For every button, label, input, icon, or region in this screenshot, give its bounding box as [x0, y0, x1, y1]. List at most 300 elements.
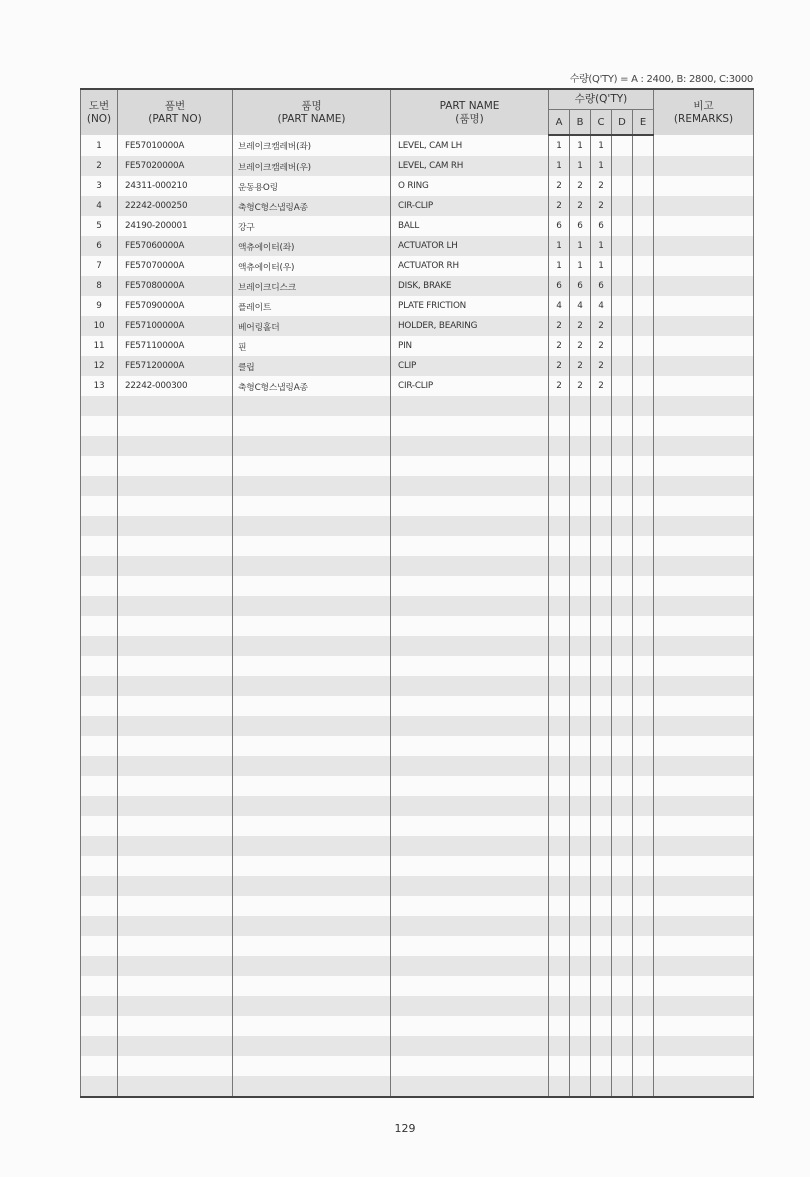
table-row: [81, 356, 754, 376]
cell-c: 2: [591, 336, 612, 356]
cell-b: [570, 576, 591, 596]
cell-name-en: DISK, BRAKE: [391, 276, 549, 296]
cell-empty: [654, 956, 754, 976]
cell-name-en: [391, 516, 549, 536]
header-qty: 수량(Q'TY): [549, 89, 654, 110]
empty-row: [81, 576, 754, 596]
cell-a: [549, 636, 570, 656]
cell-part-no: [118, 696, 233, 716]
cell-no: [81, 1036, 118, 1056]
cell-name-en: [391, 676, 549, 696]
empty-row: [81, 796, 754, 816]
cell-empty: [612, 336, 633, 356]
cell-no: [81, 596, 118, 616]
cell-name-kr: 축형C형스냅링A종: [233, 376, 391, 396]
cell-c: 4: [591, 296, 612, 316]
empty-row: [81, 516, 754, 536]
cell-b: [570, 676, 591, 696]
cell-part-no: [118, 796, 233, 816]
cell-no: 3: [81, 176, 118, 196]
cell-empty: [633, 316, 654, 336]
cell-empty: [612, 256, 633, 276]
cell-name-kr: [233, 916, 391, 936]
empty-row: [81, 1016, 754, 1036]
empty-row: [81, 536, 754, 556]
empty-row: [81, 916, 754, 936]
cell-name-kr: 브레이크디스크: [233, 276, 391, 296]
cell-no: [81, 936, 118, 956]
cell-no: [81, 876, 118, 896]
cell-empty: [633, 456, 654, 476]
cell-empty: [654, 616, 754, 636]
cell-b: [570, 516, 591, 536]
cell-part-no: 22242-000300: [118, 376, 233, 396]
empty-row: [81, 396, 754, 416]
cell-part-no: [118, 436, 233, 456]
header-qty-c: C: [591, 110, 612, 136]
cell-b: [570, 456, 591, 476]
cell-part-no: [118, 536, 233, 556]
cell-part-no: [118, 456, 233, 476]
header-part-no: 품번 (PART NO): [118, 89, 233, 135]
cell-empty: [654, 476, 754, 496]
parts-table: [80, 88, 754, 1098]
cell-empty: [654, 916, 754, 936]
cell-b: 1: [570, 236, 591, 256]
cell-empty: [654, 156, 754, 176]
table-row: [81, 196, 754, 216]
cell-a: 1: [549, 236, 570, 256]
cell-empty: [612, 596, 633, 616]
page-number: 129: [394, 1122, 416, 1135]
cell-c: 1: [591, 156, 612, 176]
cell-no: 7: [81, 256, 118, 276]
cell-empty: [633, 416, 654, 436]
cell-no: [81, 756, 118, 776]
empty-row: [81, 656, 754, 676]
cell-empty: [633, 236, 654, 256]
cell-part-no: [118, 596, 233, 616]
cell-part-no: [118, 896, 233, 916]
cell-c: [591, 676, 612, 696]
cell-part-no: [118, 556, 233, 576]
cell-a: [549, 896, 570, 916]
cell-part-no: [118, 936, 233, 956]
cell-name-kr: [233, 956, 391, 976]
cell-c: [591, 976, 612, 996]
cell-c: [591, 936, 612, 956]
cell-name-kr: [233, 696, 391, 716]
cell-empty: [654, 776, 754, 796]
cell-part-no: FE57090000A: [118, 296, 233, 316]
cell-part-no: [118, 636, 233, 656]
cell-name-kr: [233, 836, 391, 856]
cell-part-no: [118, 676, 233, 696]
cell-a: [549, 736, 570, 756]
cell-name-kr: [233, 656, 391, 676]
cell-name-kr: [233, 396, 391, 416]
empty-row: [81, 716, 754, 736]
table-row: [81, 256, 754, 276]
cell-a: [549, 936, 570, 956]
header-qty-a: A: [549, 110, 570, 136]
cell-empty: [612, 696, 633, 716]
cell-c: [591, 696, 612, 716]
cell-no: 1: [81, 135, 118, 156]
cell-no: 10: [81, 316, 118, 336]
cell-c: [591, 456, 612, 476]
cell-name-kr: 핀: [233, 336, 391, 356]
header-qty-e: E: [633, 110, 654, 136]
cell-b: [570, 436, 591, 456]
cell-c: [591, 856, 612, 876]
cell-empty: [654, 856, 754, 876]
cell-a: [549, 1076, 570, 1097]
cell-b: [570, 736, 591, 756]
cell-b: [570, 1056, 591, 1076]
cell-name-kr: 강구: [233, 216, 391, 236]
cell-a: 1: [549, 156, 570, 176]
cell-a: [549, 796, 570, 816]
cell-part-no: [118, 876, 233, 896]
cell-empty: [633, 816, 654, 836]
cell-a: [549, 496, 570, 516]
cell-a: [549, 516, 570, 536]
cell-b: [570, 816, 591, 836]
cell-empty: [654, 276, 754, 296]
cell-name-kr: [233, 436, 391, 456]
cell-empty: [654, 216, 754, 236]
cell-c: [591, 816, 612, 836]
cell-name-en: [391, 1076, 549, 1097]
cell-no: [81, 576, 118, 596]
cell-c: [591, 756, 612, 776]
cell-part-no: FE57120000A: [118, 356, 233, 376]
header-no: 도번 (NO): [81, 89, 118, 135]
cell-name-kr: 베어링홀더: [233, 316, 391, 336]
cell-empty: [654, 636, 754, 656]
cell-b: [570, 916, 591, 936]
empty-row: [81, 896, 754, 916]
cell-c: 2: [591, 176, 612, 196]
cell-name-kr: [233, 636, 391, 656]
cell-part-no: [118, 396, 233, 416]
table-row: [81, 216, 754, 236]
cell-a: [549, 1056, 570, 1076]
cell-no: [81, 396, 118, 416]
cell-empty: [612, 756, 633, 776]
cell-b: [570, 656, 591, 676]
cell-empty: [612, 736, 633, 756]
cell-empty: [654, 296, 754, 316]
cell-c: [591, 836, 612, 856]
cell-no: [81, 1076, 118, 1097]
cell-part-no: FE57070000A: [118, 256, 233, 276]
cell-c: [591, 496, 612, 516]
cell-part-no: [118, 496, 233, 516]
cell-name-en: [391, 536, 549, 556]
cell-empty: [654, 596, 754, 616]
cell-empty: [612, 296, 633, 316]
cell-b: 1: [570, 135, 591, 156]
cell-c: [591, 996, 612, 1016]
cell-empty: [612, 476, 633, 496]
cell-empty: [654, 976, 754, 996]
cell-empty: [654, 716, 754, 736]
table-row: [81, 336, 754, 356]
cell-c: 2: [591, 356, 612, 376]
cell-a: [549, 676, 570, 696]
cell-a: [549, 396, 570, 416]
header-row: [81, 89, 754, 110]
cell-empty: [612, 135, 633, 156]
cell-name-kr: [233, 796, 391, 816]
cell-no: 11: [81, 336, 118, 356]
cell-part-no: [118, 1016, 233, 1036]
cell-empty: [612, 516, 633, 536]
cell-name-kr: [233, 816, 391, 836]
cell-part-no: [118, 576, 233, 596]
cell-no: 4: [81, 196, 118, 216]
header-qty-b: B: [570, 110, 591, 136]
cell-empty: [654, 816, 754, 836]
cell-empty: [633, 1036, 654, 1056]
cell-empty: [633, 476, 654, 496]
cell-part-no: [118, 716, 233, 736]
cell-empty: [654, 336, 754, 356]
cell-name-en: LEVEL, CAM RH: [391, 156, 549, 176]
cell-empty: [633, 796, 654, 816]
cell-a: [549, 616, 570, 636]
cell-empty: [633, 135, 654, 156]
cell-b: [570, 996, 591, 1016]
cell-empty: [654, 736, 754, 756]
cell-empty: [612, 876, 633, 896]
cell-c: [591, 1056, 612, 1076]
cell-name-en: [391, 876, 549, 896]
cell-name-en: [391, 596, 549, 616]
cell-name-en: [391, 916, 549, 936]
cell-b: [570, 1016, 591, 1036]
cell-empty: [654, 236, 754, 256]
cell-no: [81, 776, 118, 796]
cell-empty: [633, 156, 654, 176]
cell-no: [81, 636, 118, 656]
cell-part-no: [118, 516, 233, 536]
cell-part-no: [118, 1056, 233, 1076]
cell-a: 1: [549, 135, 570, 156]
cell-empty: [612, 956, 633, 976]
cell-name-kr: [233, 996, 391, 1016]
cell-a: 2: [549, 316, 570, 336]
cell-b: 1: [570, 256, 591, 276]
cell-no: 9: [81, 296, 118, 316]
cell-empty: [654, 756, 754, 776]
cell-a: 2: [549, 356, 570, 376]
cell-name-kr: [233, 936, 391, 956]
cell-name-en: [391, 696, 549, 716]
cell-no: [81, 456, 118, 476]
cell-c: [591, 796, 612, 816]
cell-b: [570, 496, 591, 516]
cell-b: [570, 396, 591, 416]
cell-c: [591, 716, 612, 736]
cell-name-kr: [233, 876, 391, 896]
cell-name-en: [391, 936, 549, 956]
cell-empty: [612, 1076, 633, 1097]
cell-c: [591, 876, 612, 896]
cell-no: [81, 476, 118, 496]
cell-part-no: [118, 736, 233, 756]
table-row: [81, 316, 754, 336]
empty-row: [81, 816, 754, 836]
cell-c: [591, 656, 612, 676]
cell-a: [549, 976, 570, 996]
cell-c: [591, 636, 612, 656]
cell-c: 6: [591, 276, 612, 296]
cell-empty: [633, 436, 654, 456]
empty-row: [81, 596, 754, 616]
cell-empty: [612, 976, 633, 996]
cell-empty: [654, 536, 754, 556]
cell-empty: [633, 176, 654, 196]
cell-part-no: [118, 996, 233, 1016]
empty-row: [81, 1036, 754, 1056]
cell-empty: [612, 536, 633, 556]
cell-b: [570, 856, 591, 876]
cell-empty: [654, 1016, 754, 1036]
cell-empty: [633, 1016, 654, 1036]
cell-b: [570, 696, 591, 716]
cell-empty: [633, 976, 654, 996]
cell-b: [570, 416, 591, 436]
cell-a: [549, 576, 570, 596]
cell-c: 1: [591, 236, 612, 256]
cell-part-no: 22242-000250: [118, 196, 233, 216]
cell-part-no: [118, 956, 233, 976]
cell-no: [81, 516, 118, 536]
cell-name-en: [391, 476, 549, 496]
cell-empty: [612, 656, 633, 676]
cell-name-kr: [233, 496, 391, 516]
cell-b: [570, 616, 591, 636]
empty-row: [81, 616, 754, 636]
cell-name-en: PIN: [391, 336, 549, 356]
cell-empty: [654, 996, 754, 1016]
cell-name-en: PLATE FRICTION: [391, 296, 549, 316]
cell-part-no: [118, 656, 233, 676]
cell-a: [549, 956, 570, 976]
cell-name-en: [391, 716, 549, 736]
cell-no: [81, 716, 118, 736]
table-row: [81, 296, 754, 316]
cell-name-en: [391, 816, 549, 836]
cell-name-kr: [233, 856, 391, 876]
cell-empty: [633, 396, 654, 416]
cell-empty: [612, 576, 633, 596]
cell-c: 2: [591, 376, 612, 396]
cell-part-no: FE57060000A: [118, 236, 233, 256]
cell-part-no: [118, 976, 233, 996]
header-remarks: 비고 (REMARKS): [654, 89, 754, 135]
cell-name-kr: [233, 736, 391, 756]
cell-empty: [612, 356, 633, 376]
cell-a: [549, 916, 570, 936]
cell-c: [591, 396, 612, 416]
cell-name-en: [391, 896, 549, 916]
cell-name-en: [391, 756, 549, 776]
cell-no: [81, 676, 118, 696]
cell-name-en: [391, 1016, 549, 1036]
cell-empty: [654, 416, 754, 436]
cell-part-no: [118, 856, 233, 876]
cell-empty: [633, 616, 654, 636]
cell-a: [549, 856, 570, 876]
cell-name-en: LEVEL, CAM LH: [391, 135, 549, 156]
cell-c: [591, 576, 612, 596]
cell-c: [591, 596, 612, 616]
cell-name-kr: [233, 456, 391, 476]
cell-name-en: [391, 1036, 549, 1056]
cell-empty: [654, 456, 754, 476]
cell-empty: [612, 496, 633, 516]
cell-c: [591, 916, 612, 936]
cell-a: [549, 536, 570, 556]
cell-name-en: HOLDER, BEARING: [391, 316, 549, 336]
cell-b: [570, 776, 591, 796]
cell-no: [81, 436, 118, 456]
cell-name-en: [391, 776, 549, 796]
cell-name-kr: 브레이크캠레버(좌): [233, 135, 391, 156]
cell-no: [81, 656, 118, 676]
cell-empty: [633, 216, 654, 236]
empty-row: [81, 736, 754, 756]
cell-empty: [612, 176, 633, 196]
cell-a: 1: [549, 256, 570, 276]
cell-empty: [654, 356, 754, 376]
cell-empty: [633, 256, 654, 276]
cell-name-kr: [233, 536, 391, 556]
cell-empty: [654, 876, 754, 896]
cell-no: 6: [81, 236, 118, 256]
cell-no: [81, 996, 118, 1016]
cell-c: 2: [591, 316, 612, 336]
cell-no: 5: [81, 216, 118, 236]
cell-empty: [612, 916, 633, 936]
cell-no: [81, 1056, 118, 1076]
cell-name-en: [391, 736, 549, 756]
cell-empty: [612, 216, 633, 236]
cell-b: [570, 896, 591, 916]
cell-empty: [612, 316, 633, 336]
cell-a: 2: [549, 336, 570, 356]
cell-no: [81, 616, 118, 636]
cell-c: 1: [591, 256, 612, 276]
cell-b: 2: [570, 356, 591, 376]
cell-name-en: CIR-CLIP: [391, 376, 549, 396]
cell-empty: [633, 936, 654, 956]
cell-empty: [633, 1056, 654, 1076]
cell-b: 6: [570, 276, 591, 296]
cell-name-en: CIR-CLIP: [391, 196, 549, 216]
cell-a: [549, 1036, 570, 1056]
empty-row: [81, 436, 754, 456]
cell-part-no: FE57110000A: [118, 336, 233, 356]
cell-empty: [612, 196, 633, 216]
header-part-name-en: PART NAME (품명): [391, 89, 549, 135]
cell-no: [81, 1016, 118, 1036]
cell-name-kr: [233, 896, 391, 916]
